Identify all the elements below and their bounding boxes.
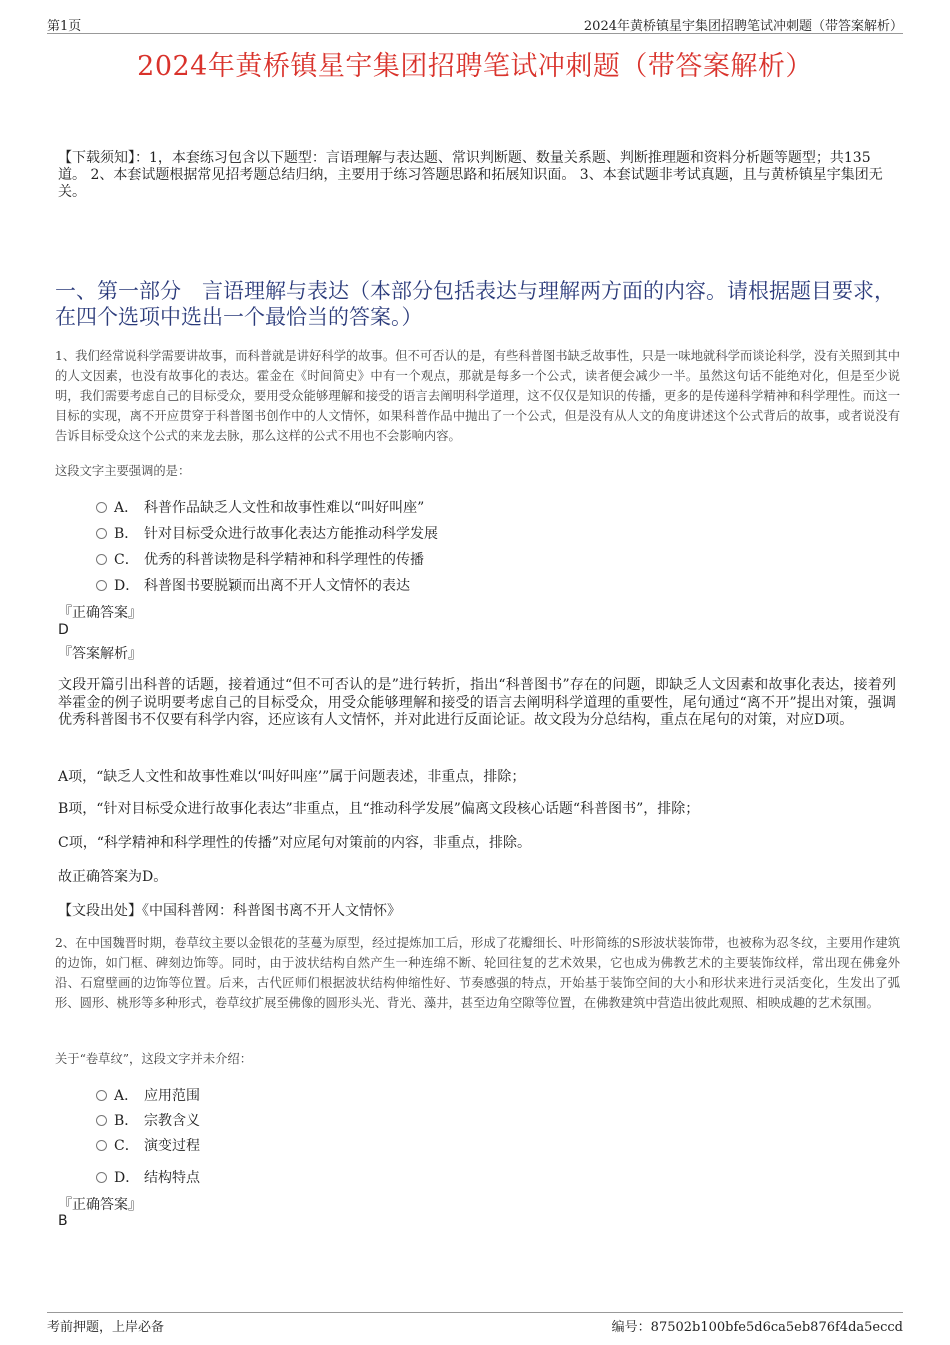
question-1-note-c: C项，“科学精神和科学理性的传播”对应尾句对策前的内容，非重点，排除。	[58, 835, 532, 851]
radio-icon[interactable]	[96, 1140, 107, 1151]
question-2-passage: 2、在中国魏晋时期，卷草纹主要以金银花的茎蔓为原型，经过提炼加工后，形成了花瓣细长、叶形简练的S形波状装饰带，也被称为忍冬纹，主要用作建筑的边饰，如门框、碑刻边饰等。同时，由于波状结构自然产生一种连绵不断、轮回往复的艺术效果，它也成为佛教艺术的主要装饰纹样，常出现在佛龛外沿、石窟壁画的边饰等位置。后来，古代匠师们根据波状结构伸缩性好、节奏感强的特点，开始基于装饰空间的大小和形状来进行灵活变化，生发出了弧形、圆形、桃形等多种形式，卷草纹扩展至佛像的圆形头光、背光、藻井，甚至边角空隙等位置，在佛教建筑中营造出彼此观照、相映成趣的艺术氛围。	[55, 936, 900, 1010]
page-header	[47, 13, 903, 34]
radio-icon[interactable]	[96, 1172, 107, 1183]
radio-icon[interactable]	[96, 554, 107, 565]
download-notice: 【下载须知】：1，本套练习包含以下题型：言语理解与表达题、常识判断题、数量关系题、判断推理题和资料分析题等题型；共135道。 2、本套试题根据常见招考题总结归纳，主要用于练习答题思路和拓展知识面。 3、本套试题非考试真题，且与黄桥镇星宇集团无关。	[58, 150, 883, 200]
question-1-note-a: A项，“缺乏人文性和故事性难以‘叫好叫座’”属于问题表述，非重点，排除；	[58, 769, 526, 785]
radio-icon[interactable]	[96, 528, 107, 539]
radio-icon[interactable]	[96, 580, 107, 591]
question-1-answer: D	[58, 622, 69, 638]
question-1-source: 【文段出处】《中国科普网：科普图书离不开人文情怀》	[58, 903, 401, 919]
question-2-answer-label: 『正确答案』	[58, 1197, 142, 1213]
question-1-option-a[interactable]: A． 科普作品缺乏人文性和故事性难以“叫好叫座”	[96, 497, 424, 517]
radio-icon[interactable]	[96, 1115, 107, 1126]
header-doc-title: 2024年黄桥镇星宇集团招聘笔试冲刺题（带答案解析）	[583, 19, 903, 34]
question-1-passage: 1、我们经常说科学需要讲故事，而科普就是讲好科学的故事。但不可否认的是，有些科普图书缺乏故事性，只是一味地就科学而谈论科学，没有关照到其中的人文因素，也没有故事化的表达。霍金在《时间简史》中有一个观点，那就是每多一个公式，读者便会减少一半。虽然这句话不能绝对化，但是至少说明，我们需要考虑自己的目标受众，要用受众能够理解和接受的语言去阐明科学道理，这不仅仅是知识的传播，更多的是传递科学精神和科学理性。而这一目标的实现，离不开应贯穿于科普图书创作中的人文情怀，如果科普作品中抛出了一个公式，但是没有从人文的角度讲述这个公式背后的故事，或者说没有告诉目标受众这个公式的来龙去脉，那么这样的公式不用也不会影响内容。	[55, 349, 900, 443]
footer-slogan: 考前押题，上岸必备	[47, 1320, 165, 1335]
page-footer	[47, 1312, 903, 1333]
page-number: 第1页	[47, 19, 82, 34]
question-1-analysis-label: 『答案解析』	[58, 646, 142, 662]
question-2-option-c[interactable]: C． 演变过程	[96, 1135, 200, 1155]
question-2-option-d[interactable]: D． 结构特点	[96, 1167, 200, 1187]
question-2-option-b[interactable]: B． 宗教含义	[96, 1110, 200, 1130]
question-1-option-c[interactable]: C． 优秀的科普读物是科学精神和科学理性的传播	[96, 549, 424, 569]
question-1-conclusion: 故正确答案为D。	[58, 869, 168, 885]
question-1-option-b[interactable]: B． 针对目标受众进行故事化表达方能推动科学发展	[96, 523, 438, 543]
question-1-answer-label: 『正确答案』	[58, 605, 142, 621]
document-title: 2024年黄桥镇星宇集团招聘笔试冲刺题（带答案解析）	[137, 51, 813, 82]
question-1-note-b: B项，“针对目标受众进行故事化表达”非重点，且“推动科学发展”偏离文段核心话题“科普图书”，排除；	[58, 801, 700, 817]
question-2-prompt: 关于“卷草纹”，这段文字并未介绍：	[55, 1052, 253, 1066]
question-2-option-a[interactable]: A． 应用范围	[96, 1085, 200, 1105]
question-1-prompt: 这段文字主要强调的是：	[55, 464, 191, 478]
question-1-analysis: 文段开篇引出科普的话题，接着通过“但不可否认的是”进行转折，指出“科普图书”存在的问题，即缺乏人文因素和故事化表达，接着列举霍金的例子说明要考虑自己的目标受众，用受众能够理解和接受的语言去阐明科学道理的重要性，尾句通过“离不开”提出对策，强调优秀科普图书不仅要有科学内容，还应该有人文情怀，并对此进行反面论证。故文段为分总结构，重点在尾句的对策，对应D项。	[58, 677, 896, 728]
document-id: 编号：87502b100bfe5d6ca5eb876f4da5eccd	[611, 1320, 903, 1335]
radio-icon[interactable]	[96, 1090, 107, 1101]
radio-icon[interactable]	[96, 502, 107, 513]
question-2-answer: B	[58, 1213, 68, 1229]
section-heading: 一、第一部分 言语理解与表达（本部分包括表达与理解两方面的内容。请根据题目要求，在四个选项中选出一个最恰当的答案。）	[55, 279, 895, 329]
question-1-option-d[interactable]: D． 科普图书要脱颖而出离不开人文情怀的表达	[96, 575, 410, 595]
